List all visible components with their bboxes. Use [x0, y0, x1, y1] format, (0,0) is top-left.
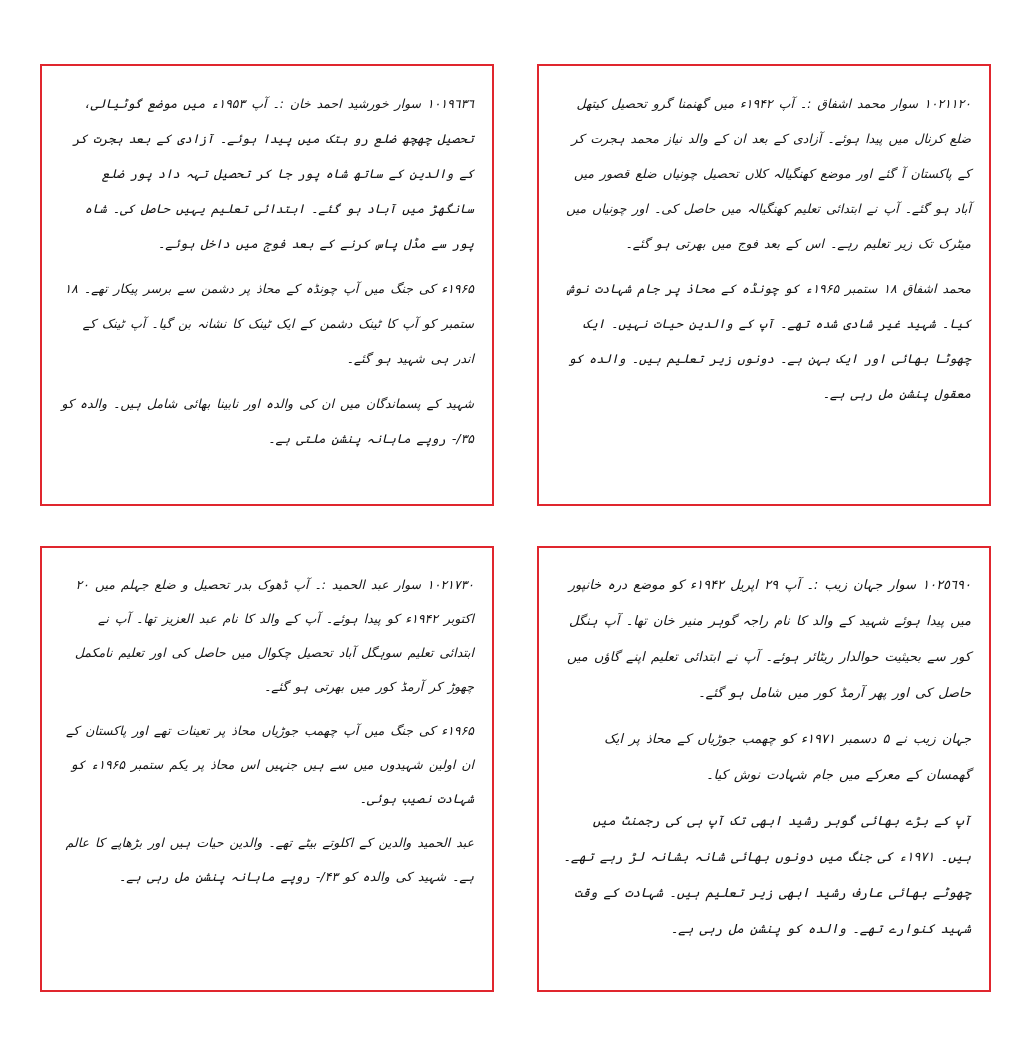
card-4-paragraph-2: جہان زیب نے ۵ دسمبر ۱۹۷۱ء کو چھمب جوڑیاں کے محاذ پر ایک گھمسان کے معرکے میں جام شہادت نوش کیا۔	[604, 732, 971, 783]
biography-card-jahan-zeb	[537, 546, 991, 992]
card-1-paragraph-1: ١٠١٩٦٣٦ سوار خورشید احمد خان :۔ آپ ۱۹۵۳ء میں موضع گوٹیالی، تحصیل چھچھ ضلع رو ہتک میں پیدا ہوئے۔ آزادی کے بعد ہجرت کر کے والدین کے ساتھ شاہ پور جا کر تحصیل تہہ داد پور ضلع سانگھڑ میں آباد ہو گئے۔ ابتدائی تعلیم یہیں حاصل کی۔ شاہ پور سے مڈل پاس کرنے کے بعد فوج میں داخل ہوئے۔	[72, 96, 474, 251]
card-3-paragraph-3: عبد الحمید والدین کے اکلوتے بیٹے تھے۔ والدین حیات ہیں اور بڑھاپے کا عالم ہے۔ شہید کی والدہ کو ۴۳/- روپے ماہانہ پنشن مل رہی ہے۔	[65, 835, 474, 884]
card-4-paragraph-1: ١٠٢٥٦٩٠ سوار جہان زیب :۔ آپ ۲۹ اپریل ۱۹۴۲ء کو موضع درہ خانپور میں پیدا ہوئے شہید کے والد کا نام راجہ گوہر منیر خان تھا۔ آپ ہنگل کور سے بحیثیت حوالدار ریٹائر ہوئے۔ آپ نے ابتدائی تعلیم اپنے گاؤں میں حاصل کی اور پھر آرمڈ کور میں شامل ہو گئے۔	[566, 578, 971, 701]
biography-card-abdul-hameed	[40, 546, 494, 992]
card-1-paragraph-2: ۱۹۶۵ء کی جنگ میں آپ چونڈہ کے محاذ پر دشمن سے برسر پیکار تھے۔ ۱۸ ستمبر کو آپ کا ٹینک دشمن کے ایک ٹینک کا نشانہ بن گیا۔ آپ ٹینک کے اندر ہی شہید ہو گئے۔	[64, 281, 474, 366]
card-2-paragraph-1: ١٠٢١١٢٠ سوار محمد اشفاق :۔ آپ ۱۹۴۲ء میں گھنمنا گرو تحصیل کیتھل ضلع کرنال میں پیدا ہوئے۔ آزادی کے بعد ان کے والد نیاز محمد ہجرت کر کے پاکستان آ گئے اور موضع کھنگیالہ کلاں تحصیل چونیاں ضلع قصور میں آباد ہو گئے۔ آپ نے ابتدائی تعلیم کھنگیالہ میں حاصل کی۔ اور چونیاں میں میٹرک تک زیر تعلیم رہے۔ اس کے بعد فوج میں بھرتی ہو گئے۔	[566, 96, 971, 251]
card-4-paragraph-3: آپ کے بڑے بھائی گوہر رشید ابھی تک آپ ہی کی رجمنٹ میں ہیں۔ ۱۹۷۱ء کی جنگ میں دونوں بھائی شانہ بشانہ لڑ رہے تھے۔ چھوٹے بھائی عارف رشید ابھی زیر تعلیم ہیں۔ شہادت کے وقت شہید کنوارے تھے۔ والدہ کو پنشن مل رہی ہے۔	[563, 814, 971, 937]
biography-card-khurshid-ahmad-khan	[40, 64, 494, 506]
card-2-paragraph-2: محمد اشفاق ۱۸ ستمبر ۱۹۶۵ء کو چونڈہ کے محاذ پر جام شہادت نوش کیا۔ شہید غیر شادی شدہ تھے۔ آپ کے والدین حیات نہیں۔ ایک چھوٹا بھائی اور ایک بہن ہے۔ دونوں زیر تعلیم ہیں۔ والدہ کو معقول پنشن مل رہی ہے۔	[566, 281, 971, 401]
card-1-paragraph-3: شہید کے پسماندگان میں ان کی والدہ اور نابینا بھائی شامل ہیں۔ والدہ کو ۳۵/- روپے ماہانہ پنشن ملتی ہے۔	[61, 396, 474, 446]
card-3-paragraph-2: ۱۹۶۵ء کی جنگ میں آپ چھمب جوڑیاں محاذ پر تعینات تھے اور پاکستان کے ان اولین شہیدوں میں سے ہیں جنہیں اس محاذ پر یکم ستمبر ۱۹۶۵ء کو شہادت نصیب ہوئی۔	[65, 723, 474, 806]
card-3-paragraph-1: ١٠٢١٧٣٠ سوار عبد الحمید :۔ آپ ڈھوک بدر تحصیل و ضلع جہلم میں ۲۰ اکتوبر ۱۹۴۲ء کو پیدا ہوئے۔ آپ کے والد کا نام عبد العزیز تھا۔ آپ نے ابتدائی تعلیم سوہگل آباد تحصیل چکوال میں حاصل کی اور تعلیم نامکمل چھوڑ کر آرمڈ کور میں بھرتی ہو گئے۔	[74, 577, 474, 694]
biography-card-muhammad-ashfaq	[537, 64, 991, 506]
